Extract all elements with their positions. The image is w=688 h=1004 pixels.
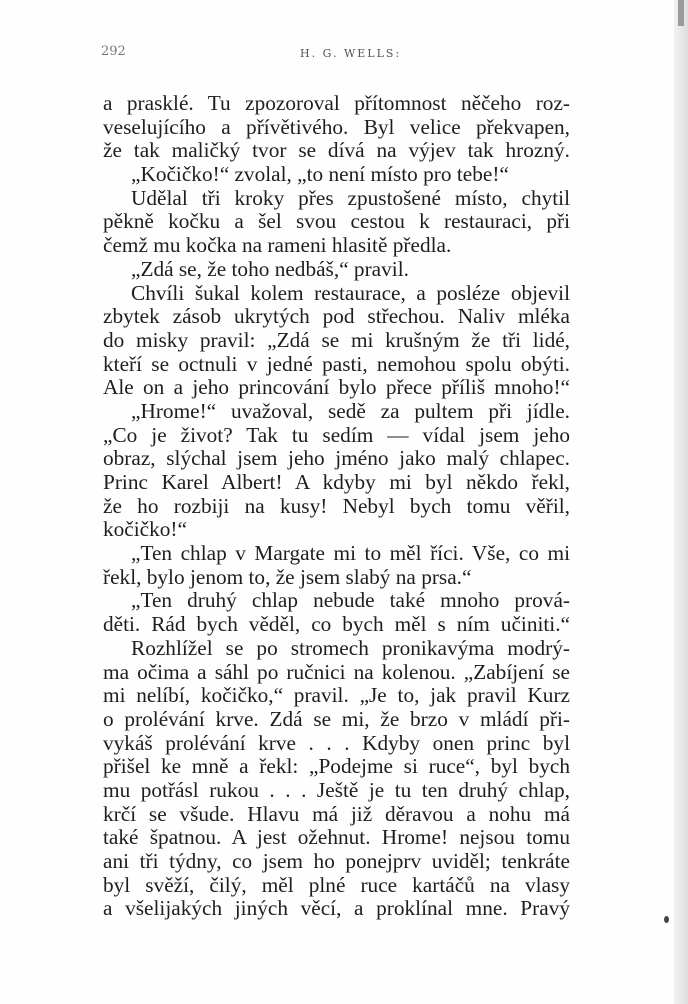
text-line: Princ Karel Albert! A kdyby mi byl někdo řekl,	[103, 471, 570, 494]
text-line: kteří se octnuli v jedné pasti, nemohou spolu obýti.	[103, 352, 570, 376]
text-line: řekl, bylo jenom to, že jsem slabý na prsa.“	[103, 565, 472, 589]
edge-mark	[678, 0, 684, 26]
text-line: čemž mu kočka na rameni hlasitě předla.	[103, 234, 452, 258]
text-line: pěkně kočku a šel svou cestou k restauraci, při	[103, 210, 570, 234]
text-line: a prasklé. Tu zpozoroval přítomnost něčeho roz-	[103, 92, 570, 115]
text-line: Udělal tři kroky přes zpustošené místo, chytil	[131, 186, 570, 210]
text-line: „Zdá se, že toho nedbáš,“ pravil.	[131, 257, 409, 281]
text-line: děti. Rád bych věděl, co bych měl s ním učiniti.“	[103, 613, 570, 637]
page-number: 292	[101, 44, 126, 59]
text-line: kočičko!“	[103, 518, 187, 542]
text-line: a všelijakých jiných věcí, a proklínal mne. Pravý	[103, 897, 570, 921]
text-line: že ho rozbiji na kusy! Nebyl bych tomu věřil,	[103, 494, 570, 518]
text-line: Rozhlížel se po stromech pronikavýma modrý-	[131, 636, 570, 660]
text-line: „Ten druhý chlap nebude také mnoho prová-	[131, 589, 570, 613]
text-line: že tak maličký tvor se dívá na výjev tak hrozný.	[103, 139, 570, 163]
running-head-author: H. G. WELLS:	[300, 47, 402, 60]
text-line: do misky pravil: „Zdá se mi krušným že tři lidé,	[103, 328, 570, 352]
text-line: zbytek zásob ukrytých pod střechou. Naliv mléka	[103, 305, 570, 329]
text-line: krčí se všude. Hlavu má již děravou a nohu má	[103, 802, 570, 826]
running-head	[0, 44, 688, 66]
body-text	[103, 92, 570, 921]
text-line: Ale on a jeho princování bylo přece příliš mnoho!“	[103, 376, 570, 400]
text-line: „Co je život? Tak tu sedím — vídal jsem jeho	[103, 423, 570, 447]
text-line: vykáš prolévání krve . . . Kdyby onen princ byl	[103, 731, 570, 755]
text-line: Chvíli šukal kolem restaurace, a posléze objevil	[131, 281, 570, 305]
text-line: o prolévání krve. Zdá se mi, že brzo v mládí při-	[103, 707, 570, 731]
text-line: mi nelíbí, kočičko,“ pravil. „Je to, jak pravil Kurz	[103, 684, 570, 708]
ink-speck	[664, 916, 669, 923]
text-line: ani tři týdny, co jsem ho ponejprv uviděl; tenkráte	[103, 850, 570, 873]
text-line: mu potřásl rukou . . . Ještě je tu ten druhý chlap,	[103, 778, 570, 802]
text-line: obraz, slýchal jsem jeho jméno jako malý chlapec.	[103, 447, 570, 471]
text-line: přišel ke mně a řekl: „Podejme si ruce“, byl bych	[103, 755, 570, 779]
text-line: „Ten chlap v Margate mi to měl říci. Vše, co mi	[131, 542, 570, 566]
text-line: ma očima a sáhl po ručnici na kolenou. „Zabíjení se	[103, 660, 570, 684]
text-line: „Kočičko!“ zvolal, „to není místo pro tebe!“	[131, 163, 509, 187]
text-line: „Hrome!“ uvažoval, sedě za pultem při jídle.	[131, 399, 570, 423]
text-line: byl svěží, čilý, měl plné ruce kartáčů na vlasy	[103, 873, 570, 897]
text-line: veselujícího a přívětivého. Byl velice překvapen,	[103, 115, 570, 139]
page-edge-shadow	[674, 0, 688, 1004]
text-line: také špatnou. A jest ožehnut. Hrome! nejsou tomu	[103, 826, 570, 850]
